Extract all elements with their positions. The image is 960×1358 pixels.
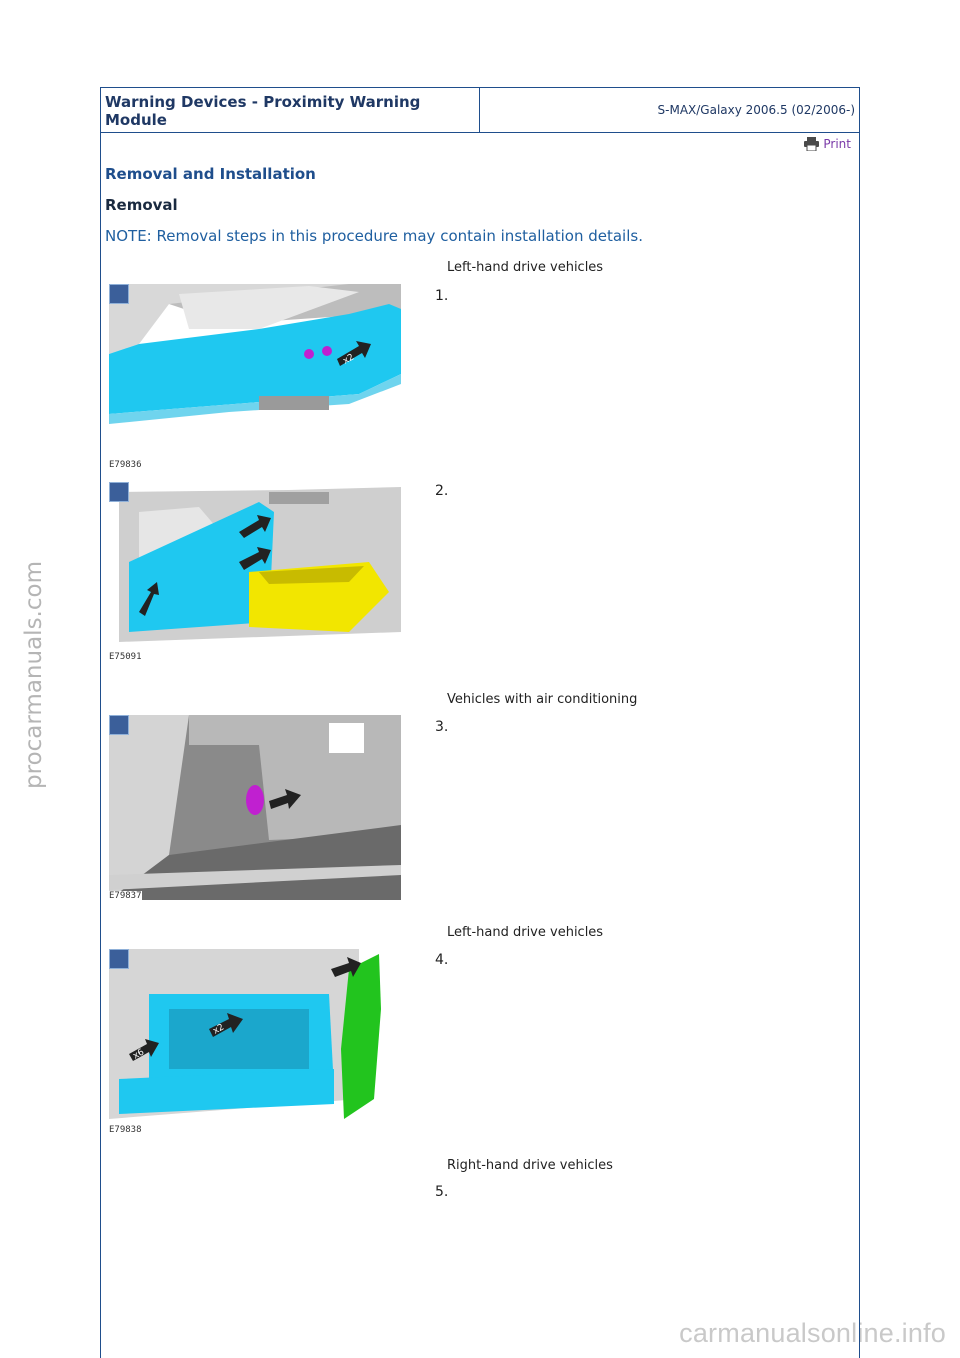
subsection-title: Removal (105, 196, 178, 214)
printer-icon (804, 137, 819, 151)
step-1-number: 1. (435, 288, 449, 304)
figure-step-3-code: E79837 (109, 891, 142, 901)
figure-step-1 (109, 284, 401, 470)
side-watermark: procarmanuals.com (21, 561, 47, 789)
step-2-number: 2. (435, 483, 449, 499)
print-label: Print (823, 137, 851, 151)
figure-step-3 (109, 715, 401, 905)
zoom-icon[interactable] (109, 949, 129, 969)
model-label: S-MAX/Galaxy 2006.5 (02/2006-) (657, 103, 855, 117)
step-5-condition: Right-hand drive vehicles (447, 1158, 613, 1173)
figure-step-4 (109, 949, 401, 1139)
page-header (101, 87, 859, 133)
footer-watermark: carmanualsonline.info (679, 1318, 946, 1348)
figure-step-1-code: E79836 (109, 460, 142, 470)
print-button[interactable] (804, 137, 851, 151)
removal-note: NOTE: Removal steps in this procedure may contain installation details. (105, 227, 643, 245)
zoom-icon[interactable] (109, 482, 129, 502)
figure-step-3-image (109, 715, 401, 900)
figure-step-1-callout: x2 (341, 352, 357, 367)
figure-step-2 (109, 482, 401, 668)
page-title: Warning Devices - Proximity Warning Module (105, 93, 421, 129)
figure-step-4-callout-1: x2 (211, 1022, 227, 1037)
step-4-condition: Left-hand drive vehicles (447, 925, 604, 940)
step-3-number: 3. (435, 719, 449, 735)
figure-step-4-image (109, 949, 401, 1127)
document-page (100, 87, 860, 1358)
step-4-number: 4. (435, 952, 449, 968)
zoom-icon[interactable] (109, 284, 129, 304)
step-5-number: 5. (435, 1184, 449, 1200)
figure-step-2-code: E75091 (109, 652, 142, 662)
step-3-condition: Vehicles with air conditioning (447, 692, 638, 707)
step-1-condition: Left-hand drive vehicles (447, 260, 604, 275)
figure-step-2-image (109, 482, 401, 652)
section-title: Removal and Installation (105, 165, 316, 183)
header-divider (479, 88, 480, 132)
figure-step-4-callout-2: x6 (131, 1047, 147, 1062)
zoom-icon[interactable] (109, 715, 129, 735)
figure-step-1-image (109, 284, 401, 424)
figure-step-4-code: E79838 (109, 1125, 142, 1135)
